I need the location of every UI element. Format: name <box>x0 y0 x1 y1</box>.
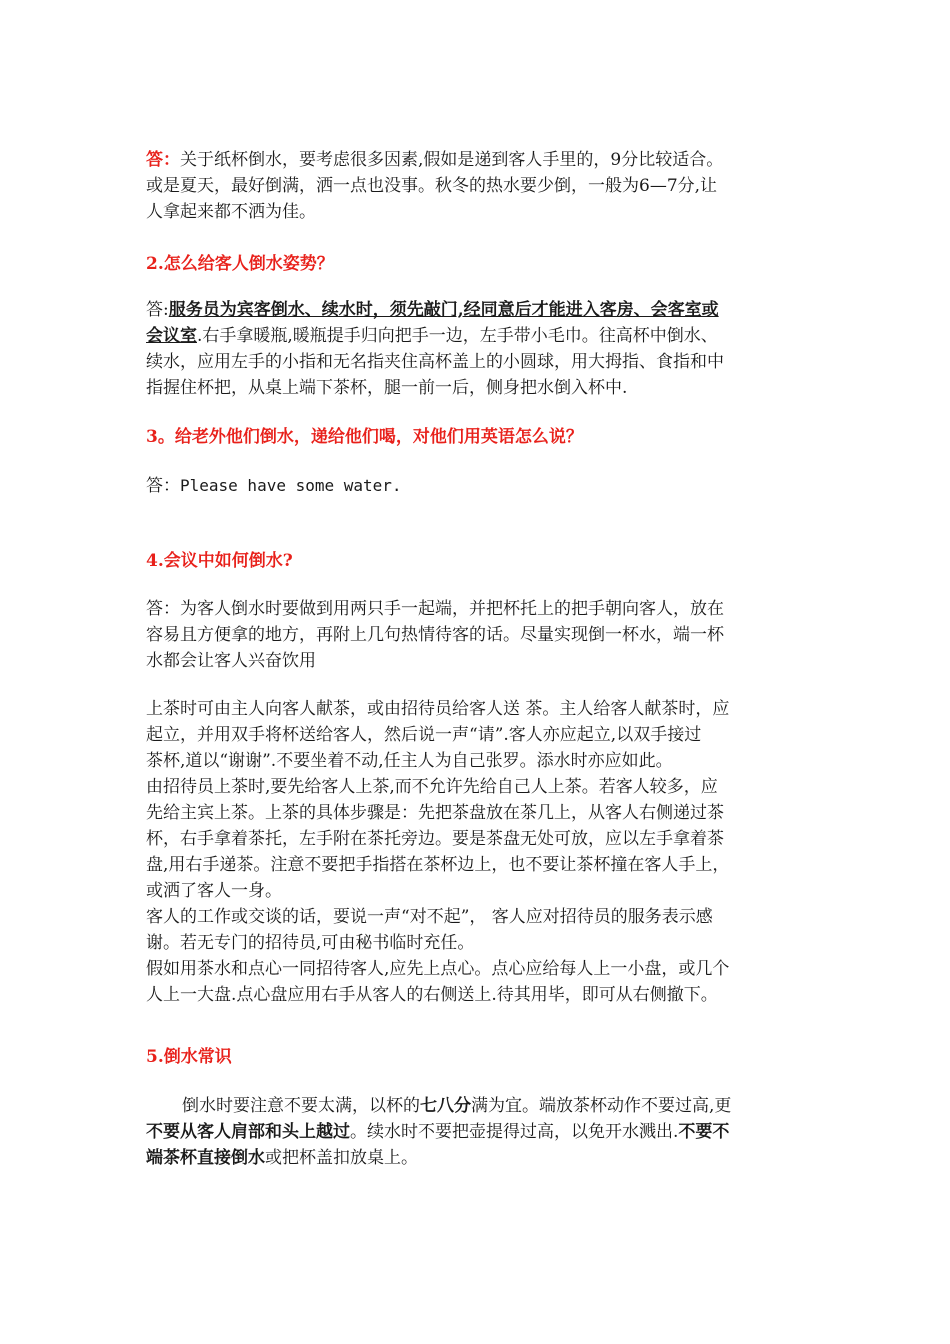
text: 。续水时不要把壶提得过高，以免开水溅出. <box>350 1122 679 1142</box>
emphasis-text: 端茶杯直接倒水 <box>146 1148 265 1168</box>
emphasis-text: 不要不 <box>678 1122 730 1142</box>
english-answer: Please have some water. <box>180 476 402 495</box>
paragraph-line: 由招待员上茶时,要先给客人上茶,而不允许先给自己人上茶。若客人较多，应 <box>146 777 718 797</box>
question-2-heading: 2.怎么给客人倒水姿势？ <box>146 254 334 274</box>
text: 或把杯盖扣放桌上。 <box>265 1148 418 1168</box>
answer-2 <box>146 297 814 401</box>
answer-2-line-1 <box>146 297 814 323</box>
emphasis-text: 不要从客人肩部和头上越过 <box>146 1122 350 1142</box>
section-5-line-3 <box>146 1145 814 1171</box>
emphasis-text: 七八分 <box>420 1096 471 1116</box>
section-5-line-2 <box>146 1119 814 1145</box>
paragraph-line: 上茶时可由主人向客人献茶，或由招待员给客人送 茶。主人给客人献茶时，应 <box>146 699 730 719</box>
answer-4-paragraph-2 <box>146 696 814 1008</box>
paragraph-line: 谢。若无专门的招待员,可由秘书临时充任。 <box>146 933 475 953</box>
paragraph-line: 水都会让客人兴奋饮用 <box>146 651 316 671</box>
answer-1-line-3: 人拿起来都不洒为佳。 <box>146 202 316 222</box>
paragraph-line: 杯，右手拿着茶托，左手附在茶托旁边。要是茶盘无处可放，应以左手拿着茶 <box>146 829 724 849</box>
text: 关于纸杯倒水，要考虑很多因素,假如是递到客人手里的，9分比较适合。 <box>180 150 724 170</box>
question-3-heading: 3。给老外他们倒水，递给他们喝，对他们用英语怎么说？ <box>146 427 583 447</box>
answer-3 <box>146 473 814 499</box>
section-5-line-1 <box>146 1093 814 1119</box>
emphasis-text: 服务员为宾客倒水、续水时，须先敲门,经同意后才能进入客房、会客室或 <box>168 300 719 320</box>
answer-2-line-4: 指握住杯把，从桌上端下茶杯，腿一前一后，侧身把水倒入杯中. <box>146 378 628 398</box>
text: .右手拿暖瓶,暖瓶提手归向把手一边，左手带小毛巾。往高杯中倒水、 <box>197 326 718 346</box>
section-5-body <box>146 1093 814 1171</box>
answer-label: 答： <box>146 476 180 496</box>
answer-4-paragraph-1 <box>146 596 814 674</box>
paragraph-line: 人上一大盘.点心盘应用右手从客人的右侧送上.待其用毕，即可从右侧撤下。 <box>146 985 718 1005</box>
paragraph-line: 或洒了客人一身。 <box>146 881 282 901</box>
paragraph-line: 客人的工作或交谈的话，要说一声“对不起”， 客人应对招待员的服务表示感 <box>146 907 713 927</box>
question-4-heading: 4.会议中如何倒水? <box>146 551 293 571</box>
answer-label: 答: <box>146 300 169 320</box>
section-5-heading: 5.倒水常识 <box>146 1047 232 1067</box>
paragraph-line: 答：为客人倒水时要做到用两只手一起端，并把杯托上的把手朝向客人，放在 <box>146 599 724 619</box>
text: 满为宜。端放茶杯动作不要过高,更 <box>471 1096 732 1116</box>
answer-2-line-3: 续水，应用左手的小指和无名指夹住高杯盖上的小圆球，用大拇指、食指和中 <box>146 352 724 372</box>
answer-1-line-1 <box>146 147 814 173</box>
answer-3-line-1 <box>146 473 814 499</box>
paragraph-line: 盘,用右手递茶。注意不要把手指搭在茶杯边上，也不要让茶杯撞在客人手上， <box>146 855 730 875</box>
answer-2-line-2 <box>146 323 814 349</box>
paragraph-line: 假如用茶水和点心一同招待客人,应先上点心。点心应给每人上一小盘，或几个 <box>146 959 730 979</box>
text: 倒水时要注意不要太满，以杯的 <box>182 1096 420 1116</box>
emphasis-text: 会议室 <box>146 326 197 346</box>
paragraph-line: 起立，并用双手将杯送给客人，然后说一声“请”.客人亦应起立,以双手接过 <box>146 725 702 745</box>
paragraph-line: 茶杯,道以“谢谢”.不要坐着不动,任主人为自己张罗。添水时亦应如此。 <box>146 751 673 771</box>
answer-1-line-2: 或是夏天，最好倒满，洒一点也没事。秋冬的热水要少倒，一般为6—7分,让 <box>146 176 718 196</box>
answer-label: 答： <box>146 150 180 170</box>
paragraph-line: 容易且方便拿的地方，再附上几句热情待客的话。尽量实现倒一杯水，端一杯 <box>146 625 724 645</box>
paragraph-line: 先给主宾上茶。上茶的具体步骤是：先把茶盘放在茶几上，从客人右侧递过茶 <box>146 803 724 823</box>
answer-1 <box>146 147 814 225</box>
